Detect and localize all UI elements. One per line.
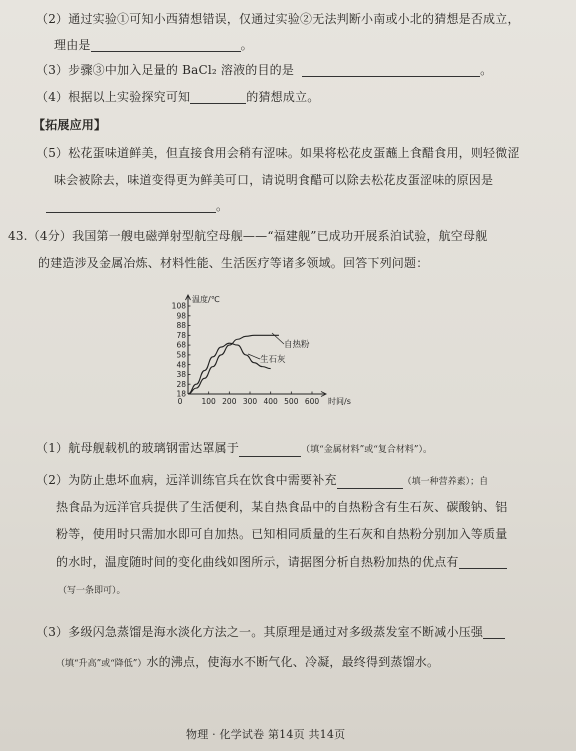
y-tick-label: 48 [176,360,186,370]
sub1-label: （1） [36,441,69,455]
x-tick-label: 200 [222,397,237,406]
sub2-line2: 热食品为远洋官兵提供了生活便利，某自热食品中的自热粉含有生石灰、碳酸钠、铝 [56,500,508,514]
q43-line2: 的建造涉及金属冶炼、材料性能、生活医疗等诸多领域。回答下列问题： [38,256,429,270]
sub3-text1: 多级闪急蒸馏是海水淡化方法之一。其原理是通过对多级蒸发室不断减小压强 [68,625,484,639]
q3-line [36,63,492,77]
q2-period: 。 [240,38,253,52]
y-tick-label: 108 [171,301,186,311]
sub2-line4 [56,555,507,569]
q5-answer-blank[interactable] [46,201,216,213]
q5-period: 。 [216,199,229,213]
sub1-text: 航母舰载机的玻璃钢雷达罩属于 [68,441,240,455]
page-footer: 物理 · 化学试卷 第14页 共14页 [186,728,346,741]
q4-suffix: 的猜想成立。 [246,90,320,104]
q43-text1b: “福建舰”已成功开展系泊试验，航空母舰 [267,229,488,243]
q2-answer-blank[interactable] [91,40,241,52]
x-tick-label: 0 [177,397,183,406]
series-line-quicklime [188,343,271,394]
sub3-line1 [36,625,505,639]
sub2-line5: （写一条即可）。 [58,586,126,596]
y-tick-label: 78 [176,330,186,340]
sub1-line [36,441,432,457]
sub2-line3: 粉等，使用时只需加水即可自加热。已知相同质量的生石灰和自热粉分别加入等质量 [56,527,508,541]
section-title: 【拓展应用】 [33,118,107,132]
q3-text: 步骤③中加入足量的 BaCl₂ 溶液的目的是 [68,63,295,77]
x-tick-label: 400 [263,397,278,406]
q2-label: （2） [36,12,69,26]
y-tick-label: 58 [176,350,186,360]
sub2-label: （2） [36,473,69,487]
x-axis-label: 时间/s [328,397,351,406]
x-tick-label: 600 [304,397,320,406]
q5-line3 [46,199,228,213]
q2-line1 [36,12,520,26]
x-tick-label: 300 [242,397,258,406]
q2-text: 通过实验①可知小西猜想错误，仅通过实验②无法判断小南或小北的猜想是否成立， [68,12,520,26]
x-tick-label: 500 [284,397,299,406]
series-leader-line [272,333,284,344]
q2-line2 [54,38,253,52]
q4-label: （4） [36,90,69,104]
q5-label: （5） [36,146,69,160]
x-tick-label: 100 [201,397,216,406]
q2-reason-prefix: 理由是 [54,38,91,52]
q43-line1 [8,229,487,243]
sub2-text4: 的水时，温度随时间的变化曲线如图所示，请据图分析自热粉加热的优点有 [56,555,459,569]
y-tick-label: 28 [176,379,186,389]
q43-text1a: 我国第一艘电磁弹射型航空母舰—— [72,229,268,243]
sub2-answer-blank2[interactable] [459,557,507,569]
q5-text1: 松花蛋味道鲜美，但直接食用会稍有涩味。如果将松花皮蛋蘸上食醋食用，则轻微涩 [68,146,520,160]
series-label: 自热粉 [284,340,310,350]
y-axis-label: 温度/℃ [192,295,220,304]
y-tick-label: 68 [176,340,186,350]
sub3-hint: （填“升高”或“降低”） [56,659,147,669]
q4-line [36,90,319,104]
sub2-text1: 为防止患坏血病，远洋训练官兵在饮食中需要补充 [68,473,337,487]
y-tick-label: 98 [176,311,186,321]
q3-answer-blank[interactable] [302,65,480,77]
sub3-line2 [56,655,439,671]
sub3-answer-blank[interactable] [483,627,505,639]
sub2-line1 [36,473,488,489]
sub1-hint: （填“金属材料”或“复合材料”）。 [301,445,432,455]
q4-text: 根据以上实验探究可知 [68,90,191,104]
q43-number: 43. [8,229,28,243]
sub2-answer-blank1[interactable] [337,477,403,489]
q3-label: （3） [36,63,69,77]
series-label: 生石灰 [260,355,286,365]
q5-line2: 味会被除去，味道变得更为鲜美可口，请说明食醋可以除去松花皮蛋涩味的原因是 [54,173,494,187]
sub3-label: （3） [36,625,69,639]
y-tick-label: 88 [176,321,186,331]
sub3-text2: 水的沸点，使海水不断气化、冷凝，最终得到蒸馏水。 [146,655,440,669]
q4-answer-blank[interactable] [190,92,246,104]
q3-period: 。 [480,63,493,77]
y-tick-label: 38 [176,370,186,380]
temperature-chart [160,290,360,420]
q43-score: （4分） [27,229,73,243]
sub2-hint1: （填一种营养素）；自 [402,477,489,487]
y-tick-label: 18 [176,389,186,399]
q5-line1 [36,146,520,160]
sub1-answer-blank[interactable] [239,445,301,457]
